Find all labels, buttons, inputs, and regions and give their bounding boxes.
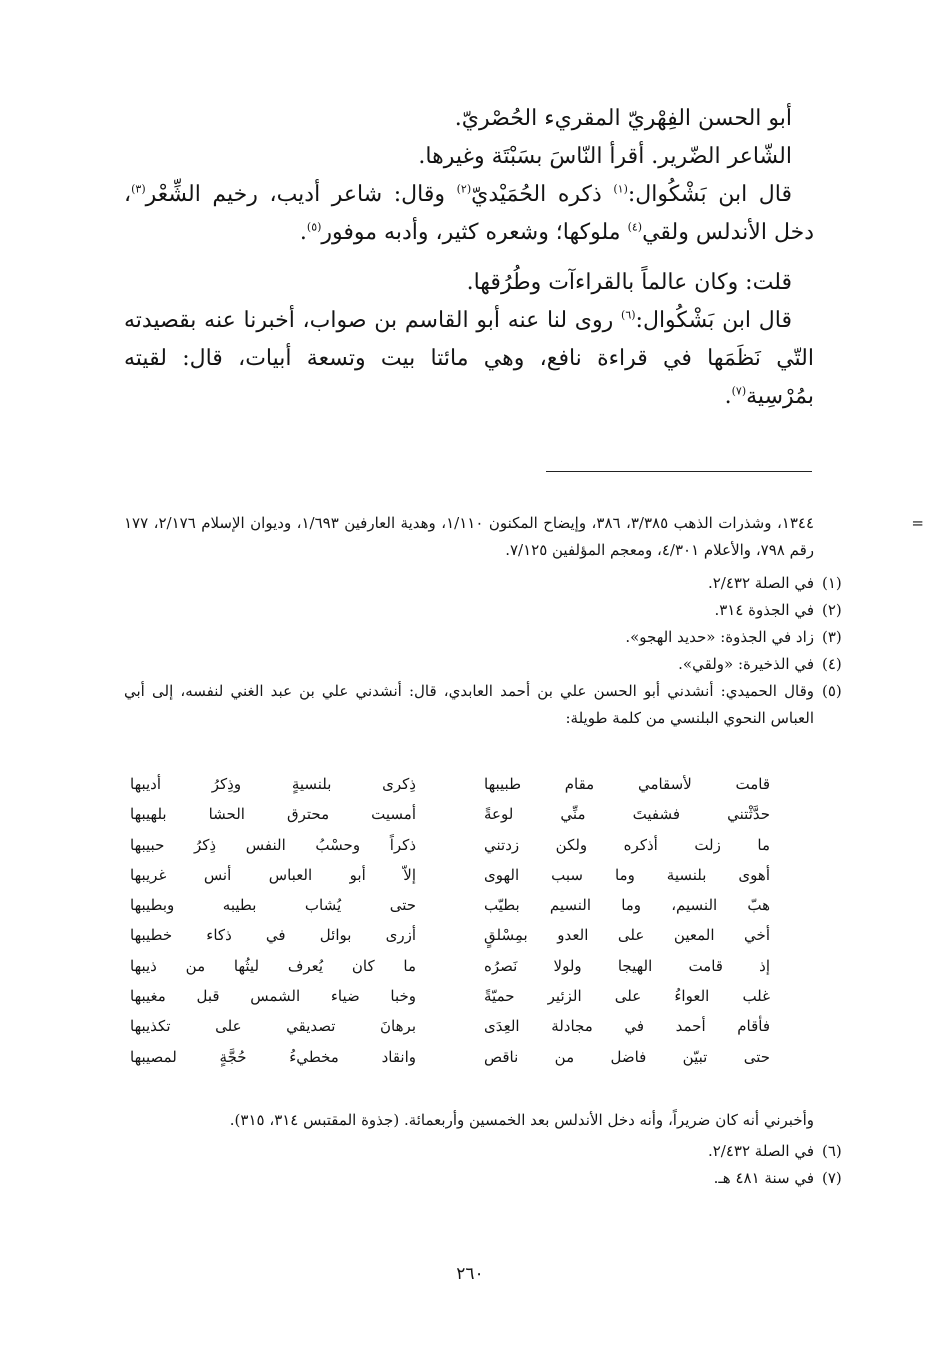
footnote-7: [124, 1165, 842, 1192]
text-run: روى لنا عنه أبو القاسم بن صواب، أخبرنا عنه بقصيدته التّي نَظَمَها في قراءة نافع، وهي مائتا بيت وتسعة أبيات، قال: لقيته بمُرْسِية: [124, 308, 814, 409]
footnote-ref: (٣): [131, 182, 146, 196]
text-run: ، دخل الأندلس ولقي: [124, 182, 814, 245]
poem-verse: [130, 896, 770, 926]
verse-second-hemistich: أزرى بوائل في ذكاء خطيبها: [130, 926, 416, 945]
verse-second-hemistich: إلاّ أبو العباس أنس غريبها: [130, 865, 416, 884]
page-number: ٢٦٠: [456, 1264, 484, 1284]
poem-verse: [130, 957, 770, 987]
verse-first-hemistich: غلب العواءُ على الزئير حميّةً: [484, 987, 770, 1006]
text-line: أبو الحسن الفِهْريّ المقريء الحُصْريّ.: [454, 106, 792, 131]
footnote-text: ١٣٤٤، وشذرات الذهب ٣/٣٨٥، ٣٨٦، وإيضاح المكنون ١/١١٠، وهدية العارفين ١/٦٩٣، وديوان الإسلام ٢/١٧٦، ١٧٧ رقم ٧٩٨، والأعلام ٤/٣٠١، ومعجم المؤلفين ٧/١٢٥.: [124, 514, 815, 559]
footnotes-block-lower: [124, 1107, 842, 1192]
paragraph-ibn-bashkuwal-1: [124, 176, 814, 252]
text-run: .: [299, 220, 307, 245]
text-run: قال ابن بَشْكُوال:: [635, 308, 792, 333]
footnote-text: وأخبرني أنه كان ضريراً، وأنه دخل الأندلس بعد الخمسين وأربعمائة. (جذوة المقتبس ٣١٤، ٣١٥).: [229, 1111, 814, 1129]
poem-verse: [130, 866, 770, 896]
footnote-number: (١): [822, 574, 842, 592]
footnote-text: في الصلة ٢/٤٣٢.: [707, 1142, 814, 1160]
text-run: وقال: شاعر أديب، رخيم الشِّعْر: [145, 182, 457, 207]
poem-verse: [130, 1017, 770, 1047]
remark-line: [124, 264, 814, 302]
poem-verse: [130, 805, 770, 835]
footnote-ref: (٤): [627, 220, 643, 234]
footnote-ref: (٦): [621, 308, 636, 322]
verse-first-hemistich: قامت لأسقامي مقام طبيبها: [484, 775, 770, 793]
footnote-ref: (١): [613, 182, 628, 196]
footnote-number: (٢): [822, 601, 842, 619]
text-run: ذكره الحُمَيْديّ: [471, 182, 614, 207]
footnote-6: [124, 1138, 842, 1165]
entry-heading-line: [124, 100, 814, 138]
verse-second-hemistich: أمسيت محترق الحشا بلهيبها: [130, 805, 416, 824]
poem-block: [130, 775, 770, 1078]
verse-first-hemistich: فأقام أحمد في مجادلة العِدَى: [484, 1017, 770, 1036]
footnote-2: [124, 597, 842, 624]
verse-second-hemistich: حتى يُشاب بطيبه وبطيبها: [130, 896, 416, 915]
footnote-text: في سنة ٤٨١ هـ.: [713, 1169, 814, 1187]
main-text: [124, 100, 814, 416]
verse-second-hemistich: وخبا ضياء الشمس قبل مغيبها: [130, 987, 416, 1006]
footnote-number: (٦): [822, 1142, 842, 1160]
footnote-ref: (٥): [306, 220, 322, 234]
verse-second-hemistich: ذكراً وحسْبُ النفس ذِكرُ حبيبها: [130, 835, 416, 854]
text-line: قلت: وكان عالماً بالقراءآت وطُرُقها.: [466, 270, 792, 295]
continuation-mark: =: [911, 514, 924, 532]
poem-verse: [130, 926, 770, 956]
verse-second-hemistich: برهانَ تصديقي على تكذيبها: [130, 1017, 416, 1036]
footnotes-block: [124, 510, 924, 732]
poem-verse: [130, 836, 770, 866]
text-run: قال ابن بَشْكُوال:: [627, 182, 792, 207]
footnote-4: [124, 651, 842, 678]
verse-first-hemistich: ما زلت أذكره ولكن زدتني: [484, 835, 770, 854]
footnote-number: (٤): [822, 655, 842, 673]
footnote-text: وقال الحميدي: أنشدني أبو الحسن علي بن أحمد العابدي، قال: أنشدني علي بن عبد الغني لنفسه، إلى أبي العباس النحوي البلنسي من كلمة طويلة:: [124, 682, 814, 727]
footnote-continuation: [124, 510, 924, 564]
footnote-text: في الصلة ٢/٤٣٢.: [707, 574, 814, 592]
verse-first-hemistich: أخي المعين على العدو بمِسْلقٍ: [484, 926, 770, 945]
footnote-number: (٥): [822, 682, 842, 700]
entry-subheading-line: [124, 138, 814, 176]
footnote-ref: (٧): [731, 384, 747, 398]
verse-first-hemistich: إذ قامت الهيجا ولولا نَصرُه: [484, 956, 770, 975]
footnote-5-continuation: [124, 1107, 814, 1134]
poem-verse: [130, 987, 770, 1017]
footnote-text: في الجذوة ٣١٤.: [714, 601, 814, 619]
footnote-1: [124, 570, 842, 597]
verse-second-hemistich: ذِكرى بلنسيةٍ وذِكرُ أديبها: [130, 775, 416, 793]
footnote-number: (٧): [822, 1169, 842, 1187]
footnote-text: في الذخيرة: «ولقي».: [678, 655, 814, 673]
poem-verse: [130, 1048, 770, 1078]
text-line: الشّاعر الضّرير. أقرأ النّاسَ بسَبْتَة وغيرها.: [418, 144, 792, 169]
text-run: ملوكها؛ وشعره كثير، وأدبه موفور: [321, 220, 628, 245]
verse-first-hemistich: حتى تبيّن فاضل من ناقص: [484, 1047, 770, 1066]
footnote-number: (٣): [822, 628, 842, 646]
footnote-divider: [546, 471, 812, 472]
footnote-text: زاد في الجذوة: «حديد الهجو».: [625, 628, 814, 646]
paragraph-ibn-bashkuwal-2: [124, 302, 814, 416]
verse-second-hemistich: وانقاد مخطيءُ حُجَّةٍ لمصيبها: [130, 1047, 416, 1066]
verse-second-hemistich: ما كان يُعرف ليثُها من ذيبها: [130, 956, 416, 975]
text-run: .: [724, 384, 732, 409]
poem-verse: [130, 775, 770, 805]
footnote-ref: (٢): [456, 182, 472, 196]
verse-first-hemistich: حدَّثْتني فشفيتَ منِّي لوعةً: [484, 805, 770, 824]
verse-first-hemistich: هبّ النسيم، وما النسيم بطيّب: [484, 896, 770, 915]
footnote-3: [124, 624, 842, 651]
verse-first-hemistich: أهوى بلنسية وما سبب الهوى: [484, 865, 770, 884]
footnote-5: [124, 678, 842, 732]
